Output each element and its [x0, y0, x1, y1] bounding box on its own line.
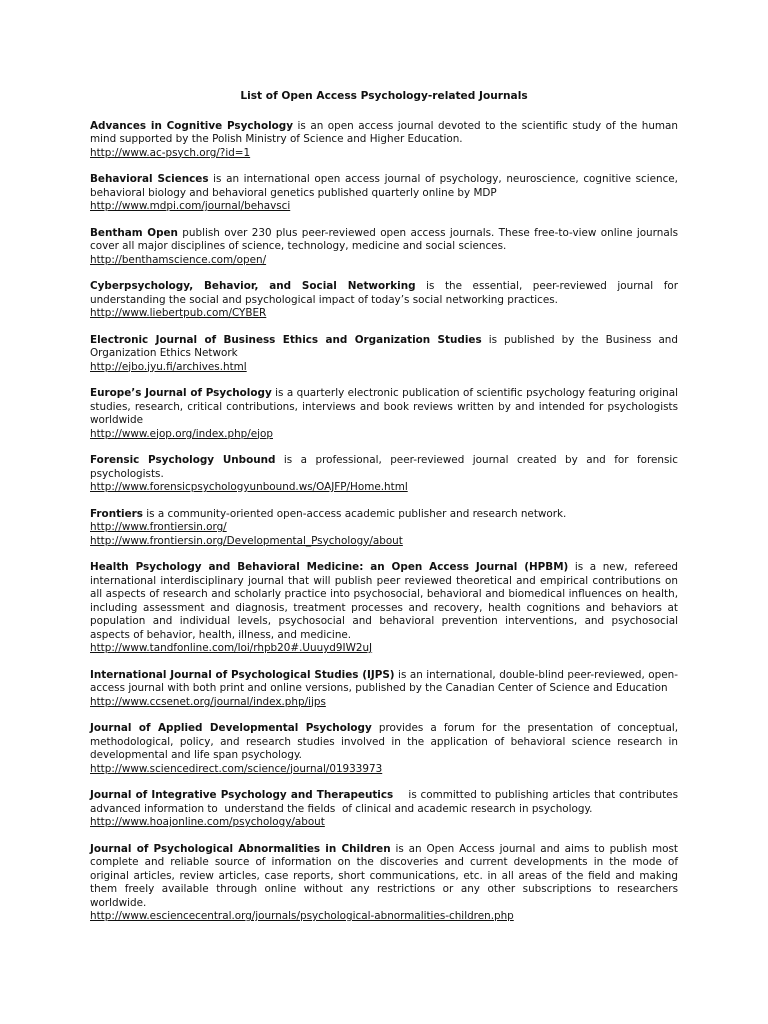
journal-description-paragraph: [90, 561, 682, 642]
journal-description: is committed to publishing articles that contributes advanced information to understand the fields of clinical and academic research in psychology.: [90, 789, 682, 815]
journal-links: [90, 147, 678, 161]
journal-entry: [90, 173, 682, 214]
journal-entry: [90, 508, 678, 549]
journal-link[interactable]: http://www.liebertpub.com/CYBER: [90, 307, 267, 319]
journal-entry: [90, 842, 682, 924]
journal-description: is the essential, peer-reviewed journal for understanding the social and psychological impact of today’s social networking practices.: [90, 280, 682, 306]
journal-entry: [90, 226, 682, 268]
journal-description: is a quarterly electronic publication of scientific psychology featuring original studies, research, critical contributions, interviews and book reviews written by and intended for psychologists worldwide: [90, 387, 682, 426]
journal-link[interactable]: http://www.forensicpsychologyunbound.ws/OAJFP/Home.html: [90, 481, 408, 493]
journal-links: [90, 763, 678, 777]
journal-link[interactable]: http://www.ejop.org/index.php/ejop: [90, 427, 273, 440]
journal-description-paragraph: [90, 387, 682, 428]
journal-description: is an international open access journal of psychology, neuroscience, cognitive science, behavioral biology and behavioral genetics published quarterly online by MDP: [90, 173, 682, 199]
journal-link[interactable]: http://www.mdpi.com/journal/behavsci: [90, 200, 291, 212]
journal-name: Advances in Cognitive Psychology: [90, 119, 293, 132]
journal-description-paragraph: [90, 454, 682, 481]
journal-links: [90, 428, 678, 442]
journal-name: Journal of Applied Developmental Psychology: [90, 722, 372, 734]
journal-description: publish over 230 plus peer-reviewed open access journals. These free-to-view online journals cover all major disciplines of science, technology, medicine and social sciences.: [90, 226, 682, 252]
journal-links: [90, 361, 678, 375]
page-title: List of Open Access Psychology-related Journals: [240, 90, 528, 102]
journal-links: [90, 307, 678, 321]
journal-link[interactable]: http://www.ccsenet.org/journal/index.php/ijps: [90, 695, 326, 708]
journal-link[interactable]: http://www.ac-psych.org/?id=1: [90, 146, 251, 159]
journal-entry: [90, 280, 682, 321]
journal-link[interactable]: http://www.sciencedirect.com/science/journal/01933973: [90, 762, 383, 775]
journal-description: is published by the Business and Organization Ethics Network: [90, 333, 682, 359]
journal-name: Journal of Integrative Psychology and Therapeutics: [90, 789, 394, 801]
journal-links: [90, 200, 678, 214]
journal-entry: [90, 454, 682, 495]
journal-name: International Journal of Psychological Studies (IJPS): [90, 668, 395, 681]
journal-link[interactable]: http://benthamscience.com/open/: [90, 253, 267, 266]
journal-link[interactable]: http://www.frontiersin.org/: [90, 521, 227, 533]
journal-entry: [90, 669, 678, 710]
journal-description-paragraph: [90, 119, 682, 147]
journal-links: [90, 816, 678, 830]
journal-description-paragraph: [90, 508, 678, 522]
journal-name: Bentham Open: [90, 226, 178, 239]
journal-description-paragraph: [90, 333, 682, 361]
journal-name: Journal of Psychological Abnormalities in Children: [90, 842, 391, 855]
journal-links: [90, 696, 678, 710]
journal-name: Cyberpsychology, Behavior, and Social Networking: [90, 280, 416, 292]
journal-description-paragraph: [90, 173, 682, 200]
journal-link[interactable]: http://ejbo.jyu.fi/archives.html: [90, 360, 247, 373]
journal-name: Forensic Psychology Unbound: [90, 454, 276, 466]
journal-entry: [90, 387, 682, 441]
journal-description: provides a forum for the presentation of conceptual, methodological, policy, and research studies involved in the application of behavioral science research in developmental and life span psychology.: [90, 722, 682, 761]
journal-link[interactable]: http://www.esciencecentral.org/journals/psychological-abnormalities-children.php: [90, 910, 514, 922]
journal-description: is an Open Access journal and aims to publish most complete and reliable source of information on the discoveries and current developments in the mode of original articles, review articles, case reports, short communications, etc. in all areas of the field and making them freely available through online without any restrictions or any other subscriptions to researchers worldwide.: [90, 842, 682, 909]
journal-description: is an open access journal devoted to the scientific study of the human mind supported by the Polish Ministry of Science and Higher Education.: [90, 119, 682, 145]
journal-link[interactable]: http://www.frontiersin.org/Developmental_Psychology/about: [90, 534, 403, 547]
journal-name: Behavioral Sciences: [90, 173, 209, 185]
journal-description-paragraph: [90, 842, 682, 911]
journal-links: [90, 910, 678, 924]
journal-description-paragraph: [90, 789, 682, 816]
journal-description-paragraph: [90, 722, 682, 763]
journal-link[interactable]: http://www.hoajonline.com/psychology/about: [90, 816, 325, 828]
document-page: [90, 90, 682, 937]
journal-entry: [90, 561, 682, 656]
journal-name: Health Psychology and Behavioral Medicine: an Open Access Journal (HPBM): [90, 561, 569, 573]
journal-description-paragraph: [90, 669, 678, 696]
journal-entry: [90, 722, 682, 776]
journal-description-paragraph: [90, 280, 682, 307]
journal-description: is a community-oriented open-access academic publisher and research network.: [142, 507, 567, 520]
journal-name: Electronic Journal of Business Ethics and Organization Studies: [90, 333, 482, 346]
journal-links: [90, 642, 678, 656]
journal-entry: [90, 119, 682, 161]
journal-description: is a professional, peer-reviewed journal created by and for forensic psychologists.: [90, 454, 682, 480]
journal-list: [90, 119, 682, 924]
journal-entry: [90, 789, 682, 830]
journal-entry: [90, 333, 682, 375]
journal-description: is an international, double-blind peer-reviewed, open-access journal with both print and online versions, published by the Canadian Center of Science and Education: [90, 668, 678, 694]
journal-links: [90, 521, 678, 548]
journal-name: Frontiers: [90, 507, 143, 520]
journal-link[interactable]: http://www.tandfonline.com/loi/rhpb20#.Uuuyd9IW2uJ: [90, 642, 373, 654]
journal-description: is a new, refereed international interdisciplinary journal that will publish peer reviewed theoretical and empirical contributions on all aspects of research and scholarly practice into psychosocial, behavioral and biomedical influences on health, including assessment and diagnosis, treatment processes and recovery, health cognitions and behaviors at population and individual levels, psychosocial and behavioral prevention interventions, and psychosocial aspects of behavior, health, illness, and medicine.: [90, 561, 682, 641]
journal-description-paragraph: [90, 226, 682, 254]
journal-links: [90, 481, 678, 495]
journal-links: [90, 254, 678, 268]
journal-name: Europe’s Journal of Psychology: [90, 387, 272, 399]
